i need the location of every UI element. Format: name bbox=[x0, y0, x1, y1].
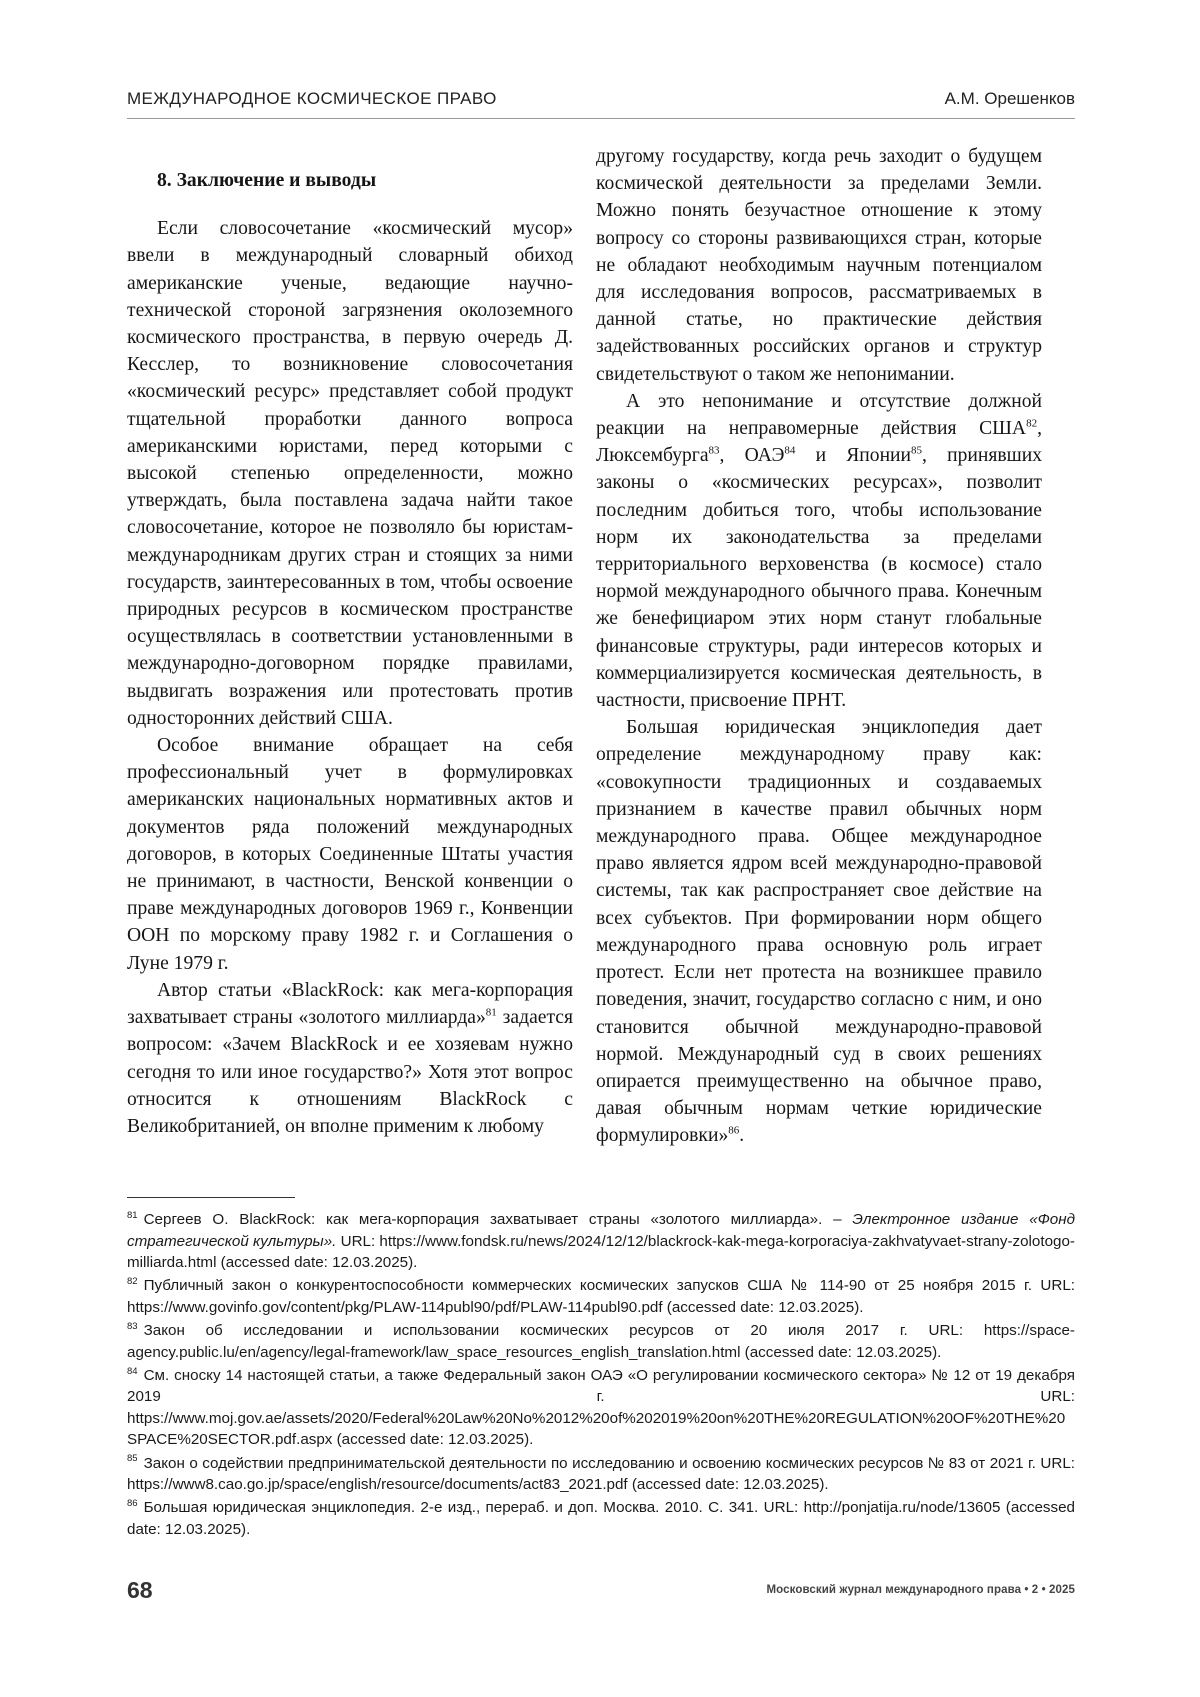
journal-title: Московский журнал международного права • 2 • 2025 bbox=[766, 1584, 1075, 1596]
paragraph-continued: другому государству, когда речь заходит о будущем космической деятельности за пределами Земли. Можно понять безучастное отношение к этому вопросу со стороны развивающихся стран, которые не обладают необходимым научным потенциалом для исследования вопросов, рассматриваемых в данной статье, но практические действия задействованных российских органов и структур свидетельствуют о таком же непонимании. bbox=[596, 146, 1042, 385]
running-header bbox=[127, 86, 1075, 119]
footnote-84 bbox=[127, 1365, 1075, 1451]
paragraph-text: задается вопросом: «Зачем BlackRock и ее хозяевам нужно сегодня то или иное государство?» Хотя этот вопрос относится к отношениям BlackRock с Великобританией, он вполне применим к любому bbox=[127, 1007, 573, 1137]
page-number: 68 bbox=[127, 1577, 153, 1603]
footnote-85 bbox=[127, 1453, 1075, 1496]
footnote-86 bbox=[127, 1497, 1075, 1540]
footnote-ref-85[interactable]: 85 bbox=[911, 444, 923, 457]
paragraph: Если словосочетание «космический мусор» ввели в международный словарный обиход американские ученые, ведающие научно-технической стороной загрязнения околоземного космического пространства, в первую очередь Д. Кесслер, то возникновение словосочетания «космический ресурс» представляет собой продукт тщательной проработки данного вопроса американскими юристами, перед которыми с высокой степенью определенности, можно утверждать, была поставлена задача найти такое словосочетание, которое не позволяло бы юристам-международникам других стран и стоящих за ними государств, заинтересованных в том, чтобы освоение природных ресурсов в космическом пространстве осуществлялась в соответствии установленными в международно-договорном порядке правилами, выдвигать возражения или протестовать против односторонних действий США. bbox=[127, 218, 573, 729]
left-column bbox=[127, 143, 573, 1140]
footnote-number: 86 bbox=[127, 1498, 138, 1510]
paragraph bbox=[596, 388, 1042, 714]
footnote-text: Сергеев О. BlackRock: как мега-корпорация захватывает страны «золотого миллиарда». – bbox=[143, 1211, 853, 1228]
header-section-title: МЕЖДУНАРОДНОЕ КОСМИЧЕСКОЕ ПРАВО bbox=[127, 89, 497, 108]
footnote-81 bbox=[127, 1209, 1075, 1274]
footnote-source-title: Электронное издание «Фонд стратегической культуры». bbox=[127, 1211, 1075, 1250]
footnote-text[interactable]: Большая юридическая энциклопедия. 2-е изд., перераб. и доп. Москва. 2010. С. 341. URL: http://ponjatija.ru/node/13605 (accessed date: 12.03.2025). bbox=[127, 1499, 1075, 1538]
paragraph-text: и Японии bbox=[795, 445, 912, 467]
paragraph-text: . bbox=[739, 1125, 745, 1147]
header-author: А.М. Орешенков bbox=[944, 89, 1075, 108]
footnote-text[interactable]: Закон о содействии предпринимательской деятельности по исследованию и освоению космических ресурсов № 83 от 2021 г. URL: https://www8.cao.go.jp/space/english/resource/documents/act83_2021.pdf (accessed date: 12.03.2025). bbox=[127, 1454, 1075, 1494]
paragraph-text: Автор статьи «BlackRock: как мега-корпорация захватывает страны «золотого миллиарда» bbox=[127, 979, 573, 1029]
footnote-text[interactable]: Закон об исследовании и использовании космических ресурсов от 20 июля 2017 г. URL: https://space-agency.public.lu/en/agency/legal-framework/law_space_resources_english_translation.html (accessed date: 12.03.2025). bbox=[127, 1321, 1075, 1361]
paragraph bbox=[596, 714, 1042, 1149]
right-column bbox=[596, 143, 1042, 1150]
footnote-number: 85 bbox=[127, 1453, 138, 1465]
paragraph: Особое внимание обращает на себя профессиональный учет в формулировках американских национальных нормативных актов и документов ряда положений международных договоров, в которых Соединенные Штаты участия не принимают, в частности, Венской конвенции о праве международных договоров 1969 г., Конвенции ООН по морскому праву 1982 г. и Соглашения о Луне 1979 г. bbox=[127, 735, 573, 974]
footnote-ref-83[interactable]: 83 bbox=[708, 444, 720, 457]
paragraph bbox=[127, 977, 573, 1140]
footnote-text[interactable]: См. сноску 14 настоящей статьи, а также Федеральный закон ОАЭ «О регулировании космического сектора» № 12 от 19 декабря 2019 г. URL: https://www.moj.gov.ae/assets/2020/Federal%20Law%20No%2012%20of%202019%20on%20THE%20REGULATION%20OF%20THE%20SPACE%20SECTOR.pdf.aspx (accessed date: 12.03.2025). bbox=[127, 1366, 1075, 1449]
paragraph-text: , Люксембурга bbox=[596, 418, 1042, 467]
footnote-ref-81[interactable]: 81 bbox=[485, 1006, 497, 1019]
section-heading: 8. Заключение и выводы bbox=[157, 170, 377, 191]
footnote-divider bbox=[127, 1197, 295, 1198]
footnote-text[interactable]: Публичный закон о конкурентоспособности коммерческих космических запусков США № 114-90 от 25 ноября 2015 г. URL: https://www.govinfo.gov/content/pkg/PLAW-114publ90/pdf/PLAW-114publ90.pdf (accessed date: 12.03.2025). bbox=[127, 1277, 1075, 1316]
footnote-url[interactable]: URL: https://www.fondsk.ru/news/2024/12/12/blackrock-kak-mega-korporaciya-zakhvatyvaet-strany-zolotogo-milliarda.html (accessed date: 12.03.2025). bbox=[127, 1232, 1075, 1272]
paragraph-text: Большая юридическая энциклопедия дает определение международному праву как: «совокупности традиционных и создаваемых признанием в качестве правил обычных норм международного права. Общее международное право является ядром всей международно-правовой системы, так как распространяет свое действие на всех субъектов. При формировании норм общего международного права основную роль играет протест. Если нет протеста на возникшее правило поведения, значит, государство согласно с ним, и оно становится обычной международно-правовой нормой. Международный суд в своих решениях опирается преимущественно на обычное право, давая обычным нормам четкие юридические формулировки» bbox=[596, 717, 1042, 1147]
paragraph-text: , ОАЭ bbox=[719, 445, 785, 467]
footnote-82 bbox=[127, 1275, 1075, 1318]
footnote-ref-82[interactable]: 82 bbox=[1026, 417, 1038, 430]
paragraph-text: А это непонимание и отсутствие должной реакции на неправомерные действия США bbox=[596, 390, 1042, 440]
footnote-number: 82 bbox=[127, 1276, 138, 1288]
footnote-ref-84[interactable]: 84 bbox=[784, 444, 796, 457]
footnote-83 bbox=[127, 1320, 1075, 1363]
footnote-number: 83 bbox=[127, 1320, 138, 1332]
footnote-number: 81 bbox=[127, 1209, 138, 1221]
paragraph-text: , принявших законы о «космических ресурсах», позволит последним добиться того, чтобы использование норм их законодательства за пределами территориального верховенства (в космосе) стало нормой международного обычного права. Конечным же бенефициаром этих норм станут глобальные финансовые структуры, ради интересов которых и коммерциализируется космическая деятельность, в частности, присвоение ПРНТ. bbox=[596, 445, 1042, 712]
footnote-number: 84 bbox=[127, 1365, 138, 1377]
footnote-ref-86[interactable]: 86 bbox=[728, 1124, 740, 1137]
footnotes bbox=[127, 1209, 1075, 1542]
